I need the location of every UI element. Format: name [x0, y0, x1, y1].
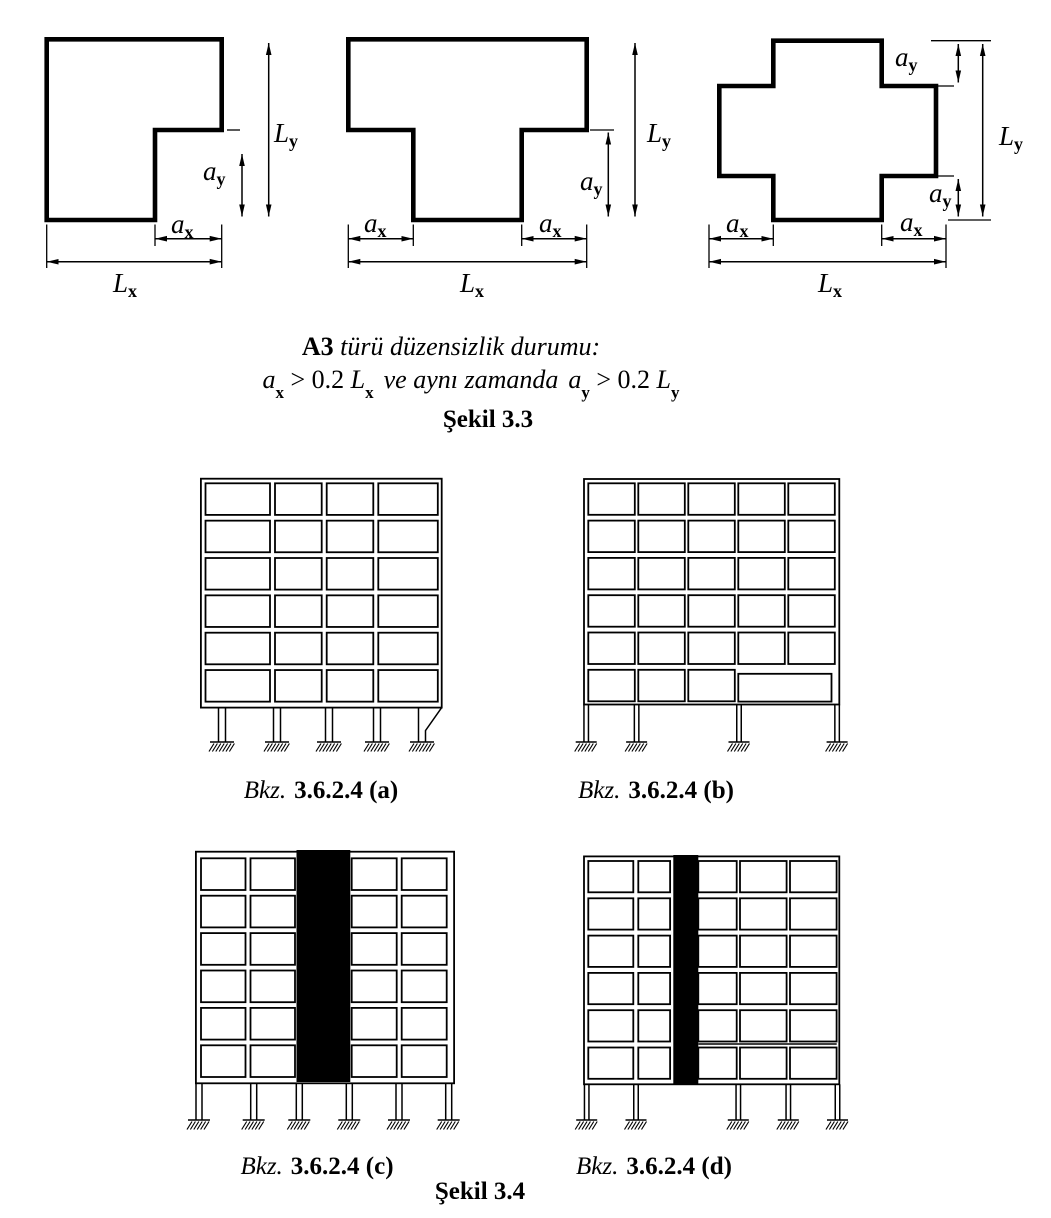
window-opening — [788, 633, 835, 665]
shear-wall — [673, 855, 698, 1084]
plan-shape-T — [348, 39, 671, 301]
dim-label-ay: ay — [895, 42, 918, 75]
window-opening — [688, 483, 735, 515]
window-opening — [588, 898, 633, 929]
window-opening — [740, 898, 787, 929]
window-opening — [251, 971, 296, 1003]
window-opening — [275, 558, 322, 590]
window-opening — [201, 1008, 246, 1040]
window-opening — [378, 670, 438, 702]
window-opening — [738, 595, 785, 627]
window-opening — [738, 558, 785, 590]
window-opening — [738, 483, 785, 515]
window-opening — [698, 1048, 736, 1079]
window-opening — [588, 558, 635, 590]
window-opening — [327, 633, 374, 665]
frame-a-label: Bkz. 3.6.2.4 (a) — [243, 777, 399, 804]
window-opening — [790, 861, 837, 892]
window-opening — [378, 595, 438, 627]
window-opening — [638, 670, 685, 702]
window-opening — [638, 1010, 670, 1041]
window-opening — [327, 558, 374, 590]
window-opening — [688, 670, 735, 702]
window-opening — [698, 936, 736, 967]
window-opening — [698, 861, 736, 892]
window-opening — [588, 936, 633, 967]
window-opening — [790, 898, 837, 929]
window-opening — [638, 483, 685, 515]
window-opening — [588, 1048, 633, 1079]
window-opening — [638, 1048, 670, 1079]
window-opening — [688, 595, 735, 627]
frame-outline — [584, 856, 839, 1084]
dim-label-Lx: Lx — [113, 268, 138, 301]
frame-elevation-c — [187, 850, 460, 1130]
window-opening — [251, 1045, 296, 1077]
window-opening — [352, 896, 397, 928]
plan-shape-cross — [709, 41, 1023, 301]
window-opening — [698, 898, 736, 929]
window-opening — [352, 933, 397, 965]
window-opening — [378, 521, 438, 553]
window-opening — [638, 558, 685, 590]
window-opening — [327, 595, 374, 627]
window-opening — [275, 595, 322, 627]
frame-elevation-d — [575, 855, 848, 1130]
window-opening — [740, 1048, 787, 1079]
window-opening — [402, 896, 447, 928]
window-opening — [638, 861, 670, 892]
window-opening — [251, 858, 296, 890]
window-opening — [206, 558, 271, 590]
window-opening — [206, 633, 271, 665]
window-opening — [740, 936, 787, 967]
window-opening — [740, 973, 787, 1004]
window-opening — [352, 971, 397, 1003]
window-opening — [201, 858, 246, 890]
dim-label-Ly: Ly — [999, 121, 1024, 154]
window-opening — [790, 1048, 837, 1079]
frame-b-label: Bkz. 3.6.2.4 (b) — [578, 777, 734, 804]
figure-3-3-caption-line1: A3 türü düzensizlik durumu: — [301, 332, 601, 361]
window-opening — [402, 1045, 447, 1077]
window-opening — [201, 1045, 246, 1077]
dim-label-Lx: Lx — [818, 268, 843, 301]
window-opening — [588, 1010, 633, 1041]
window-opening — [327, 670, 374, 702]
window-opening — [206, 595, 271, 627]
window-opening — [201, 971, 246, 1003]
window-opening — [402, 858, 447, 890]
window-opening — [588, 633, 635, 665]
window-opening — [638, 936, 670, 967]
plan-shape-L — [47, 39, 298, 301]
window-opening — [638, 898, 670, 929]
frame-elevation-a — [201, 479, 442, 752]
window-opening — [788, 558, 835, 590]
window-opening — [378, 633, 438, 665]
window-opening — [402, 971, 447, 1003]
window-opening — [251, 896, 296, 928]
window-opening — [688, 558, 735, 590]
frame-elevation-b — [575, 479, 848, 752]
dim-label-ay: ay — [929, 178, 952, 211]
window-opening — [688, 633, 735, 665]
window-opening — [352, 858, 397, 890]
dim-label-Ly: Ly — [274, 118, 299, 151]
window-opening — [738, 633, 785, 665]
window-opening — [588, 670, 635, 702]
dim-label-ax: ax — [900, 207, 923, 240]
figure-3-3-title: Şekil 3.3 — [442, 406, 534, 433]
window-opening — [378, 483, 438, 515]
window-opening — [352, 1045, 397, 1077]
window-opening — [201, 933, 246, 965]
window-opening — [251, 1008, 296, 1040]
dim-label-ay: ay — [203, 156, 226, 189]
window-opening — [788, 521, 835, 553]
frame-d-label: Bkz. 3.6.2.4 (d) — [576, 1153, 732, 1180]
t-shape-outline — [348, 39, 586, 220]
window-opening — [738, 674, 831, 702]
irregularity-type: A3 — [301, 332, 334, 361]
window-opening — [206, 483, 271, 515]
window-opening — [206, 670, 271, 702]
window-opening — [740, 1010, 787, 1041]
window-opening — [588, 973, 633, 1004]
window-opening — [738, 521, 785, 553]
window-opening — [788, 595, 835, 627]
dim-label-ax: ax — [726, 208, 749, 241]
dim-label-Ly: Ly — [647, 118, 672, 151]
window-opening — [402, 1008, 447, 1040]
figure-3-4-title: Şekil 3.4 — [434, 1178, 526, 1205]
window-opening — [688, 521, 735, 553]
dim-label-ax: ax — [539, 208, 562, 241]
window-opening — [402, 933, 447, 965]
window-opening — [275, 483, 322, 515]
frame-c-label: Bkz. 3.6.2.4 (c) — [240, 1153, 394, 1180]
window-opening — [251, 933, 296, 965]
window-opening — [698, 973, 736, 1004]
window-opening — [790, 1010, 837, 1041]
window-opening — [378, 558, 438, 590]
window-opening — [327, 521, 374, 553]
window-opening — [206, 521, 271, 553]
dim-label-ax: ax — [171, 209, 194, 242]
figure-3-3-caption-formula: $a_x > 0.2$ $L_x$ ve aynı zamanda $a_y > 0.2$ $L_y$ — [262, 365, 680, 403]
dim-label-Lx: Lx — [460, 268, 485, 301]
window-opening — [588, 483, 635, 515]
window-opening — [638, 521, 685, 553]
window-opening — [788, 483, 835, 515]
window-opening — [275, 521, 322, 553]
window-opening — [638, 973, 670, 1004]
window-opening — [201, 896, 246, 928]
diagonal-member — [426, 708, 442, 742]
window-opening — [275, 670, 322, 702]
window-opening — [638, 633, 685, 665]
window-opening — [740, 861, 787, 892]
l-shape-outline — [47, 39, 222, 220]
shear-wall — [297, 850, 351, 1082]
window-opening — [275, 633, 322, 665]
window-opening — [327, 483, 374, 515]
dim-label-ay: ay — [580, 166, 603, 199]
window-opening — [588, 521, 635, 553]
window-opening — [790, 936, 837, 967]
window-opening — [588, 861, 633, 892]
window-opening — [698, 1010, 736, 1041]
dim-label-ax: ax — [364, 208, 387, 241]
window-opening — [588, 595, 635, 627]
window-opening — [638, 595, 685, 627]
window-opening — [790, 973, 837, 1004]
window-opening — [352, 1008, 397, 1040]
